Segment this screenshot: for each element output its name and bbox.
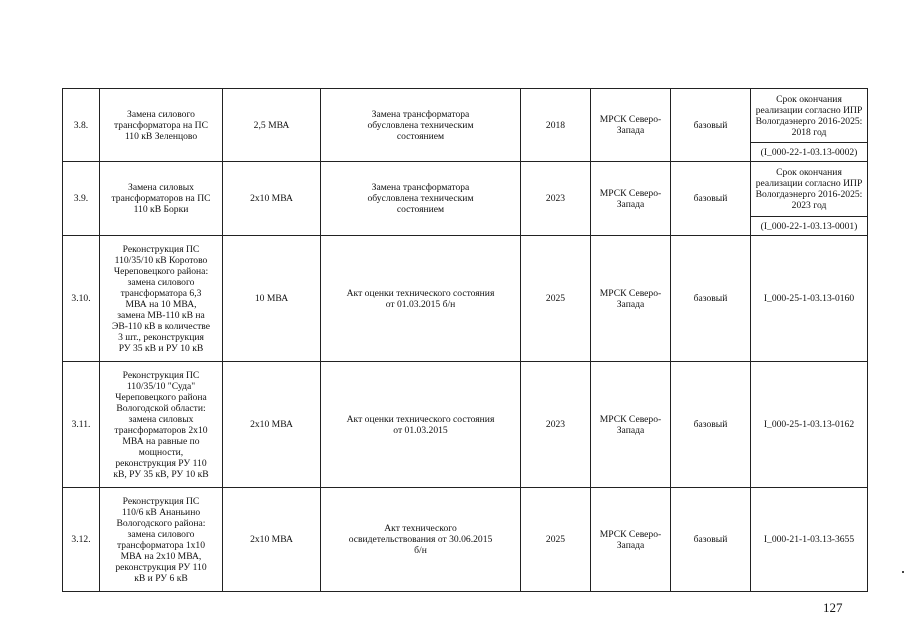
year-cell: 2025 [521,236,591,362]
year-cell: 2018 [521,89,591,162]
row-number: 3.11. [63,362,100,488]
organization-cell: МРСК Северо- Запада [591,162,671,236]
project-code-cell: I_000-25-1-03.13-0160 [751,236,868,362]
project-code-cell: I_000-21-1-03.13-3655 [751,488,868,592]
project-name: Замена силового трансформатора на ПС 110 кВ Зеленцово [100,89,223,162]
project-type-cell: базовый [671,362,751,488]
capacity-cell: 10 МВА [223,236,321,362]
project-code-cell: (I_000-22-1-03.13-0001) [751,217,868,236]
project-name: Реконструкция ПС 110/35/10 "Суда" Череповецкого района Вологодской области: замена силовых трансформаторов 2х10 МВА на равные по мощности, реконструкция РУ 110 кВ, РУ 35 кВ, РУ 10 кВ [100,362,223,488]
organization-cell: МРСК Северо- Запада [591,362,671,488]
table-row [63,236,868,362]
deadline-cell: Срок окончания реализации согласно ИПР Вологдаэнерго 2016-2025: 2023 год [751,162,868,217]
reason-cell: Акт оценки технического состояния от 01.03.2015 б/н [321,236,521,362]
capacity-cell: 2х10 МВА [223,488,321,592]
page-number: 127 [823,600,843,615]
capacity-cell: 2х10 МВА [223,362,321,488]
row-number: 3.8. [63,89,100,162]
organization-cell: МРСК Северо- Запада [591,488,671,592]
year-cell: 2025 [521,488,591,592]
table-row [63,89,868,143]
reason-cell: Замена трансформатора обусловлена техническим состоянием [321,89,521,162]
project-type-cell: базовый [671,236,751,362]
reason-cell: Акт оценки технического состояния от 01.03.2015 [321,362,521,488]
table-row [63,362,868,488]
year-cell: 2023 [521,362,591,488]
table-row [63,162,868,217]
project-code-cell: I_000-25-1-03.13-0162 [751,362,868,488]
row-number: 3.9. [63,162,100,236]
project-name: Замена силовых трансформаторов на ПС 110 кВ Борки [100,162,223,236]
capacity-cell: 2,5 МВА [223,89,321,162]
year-cell: 2023 [521,162,591,236]
organization-cell: МРСК Северо- Запада [591,89,671,162]
row-number: 3.12. [63,488,100,592]
row-number: 3.10. [63,236,100,362]
organization-cell: МРСК Северо- Запада [591,236,671,362]
deadline-cell: Срок окончания реализации согласно ИПР Вологдаэнерго 2016-2025: 2018 год [751,89,868,143]
project-type-cell: базовый [671,488,751,592]
project-name: Реконструкция ПС 110/35/10 кВ Коротово Череповецкого района: замена силового трансформатора 6,3 МВА на 10 МВА, замена МВ-110 кВ на ЭВ-110 кВ в количестве 3 шт., реконструкция РУ 35 кВ и РУ 10 кВ [100,236,223,362]
scan-dot [902,571,904,573]
reason-cell: Акт технического освидетельствования от 30.06.2015 б/н [321,488,521,592]
project-name: Реконструкция ПС 110/6 кВ Ананьино Вологодского района: замена силового трансформатора 1х10 МВА на 2х10 МВА, реконструкция РУ 110 кВ и РУ 6 кВ [100,488,223,592]
investment-projects-table [62,88,868,592]
project-type-cell: базовый [671,162,751,236]
reason-cell: Замена трансформатора обусловлена техническим состоянием [321,162,521,236]
project-type-cell: базовый [671,89,751,162]
table-row [63,488,868,592]
capacity-cell: 2х10 МВА [223,162,321,236]
project-code-cell: (I_000-22-1-03.13-0002) [751,143,868,162]
